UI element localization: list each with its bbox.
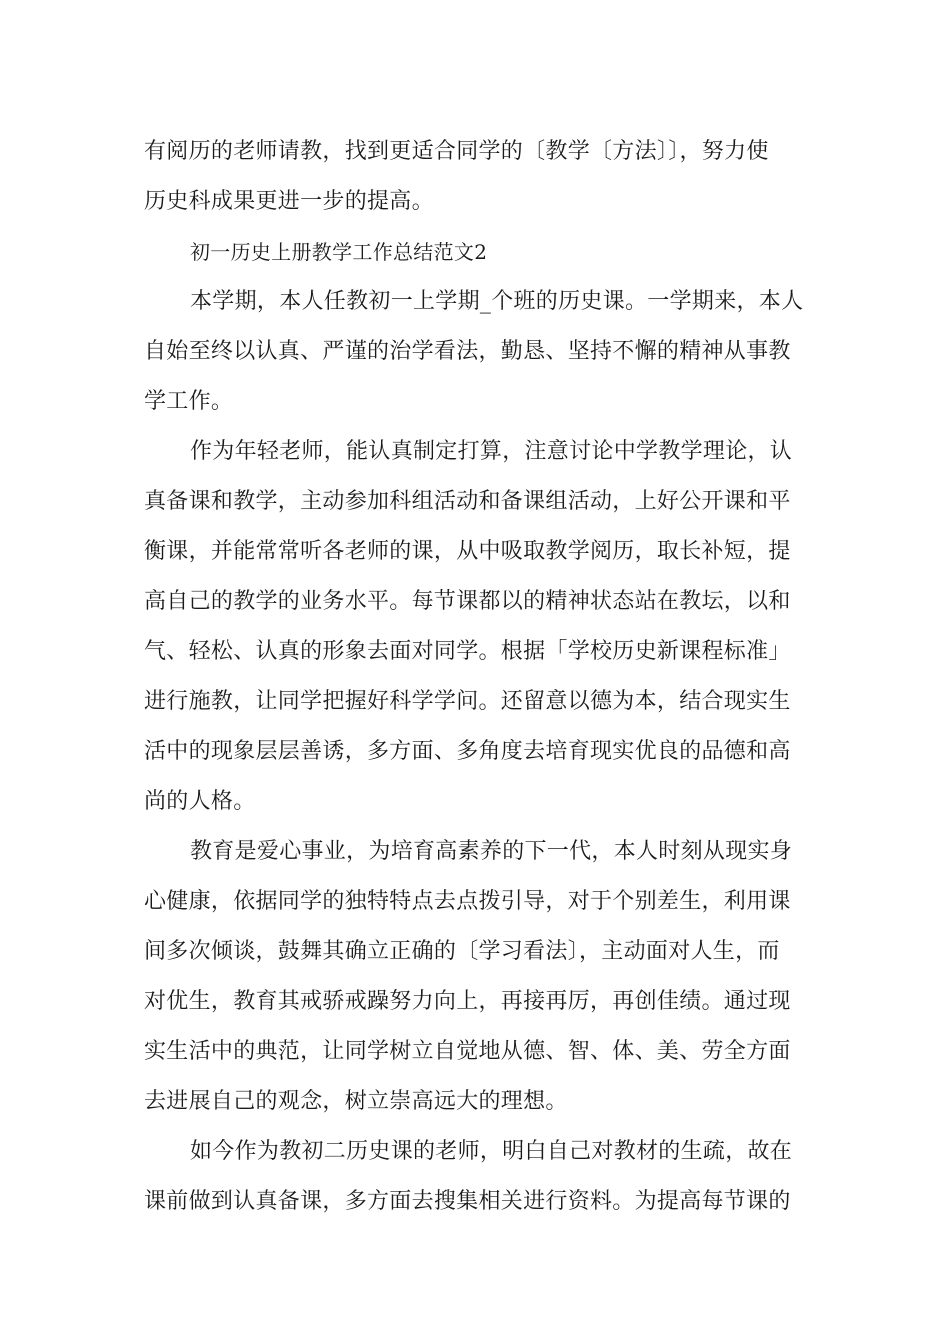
text-line: 教育是爱心事业，为培育高素养的下一代，本人时刻从现实身: [190, 839, 793, 864]
text-line: 课前做到认真备课，多方面去搜集相关进行资料。为提高每节课的: [144, 1189, 791, 1214]
text-line: 心健康，依据同学的独特特点去点拨引导，对于个别差生，利用课: [144, 889, 791, 914]
text-line: 尚的人格。: [144, 789, 256, 814]
text-line: 去进展自己的观念，树立崇高远大的理想。: [144, 1089, 568, 1114]
text-line: 间多次倾谈，鼓舞其确立正确的〔学习看法〕，主动面对人生，而: [144, 939, 780, 964]
text-line: 气、轻松、认真的形象去面对同学。根据「学校历史新课程标准」: [144, 639, 791, 664]
text-line: 真备课和教学，主动参加科组活动和备课组活动，上好公开课和平: [144, 489, 791, 514]
text-line: 对优生，教育其戒骄戒躁努力向上，再接再厉，再创佳绩。通过现: [144, 989, 791, 1014]
text-line: 实生活中的典范，让同学树立自觉地从德、智、体、美、劳全方面: [144, 1039, 791, 1064]
text-line: 衡课，并能常常听各老师的课，从中吸取教学阅历，取长补短，提: [144, 539, 791, 564]
text-line: 作为年轻老师，能认真制定打算，注意讨论中学教学理论，认: [190, 439, 793, 464]
section-heading: 初一历史上册教学工作总结范文2: [190, 240, 488, 264]
text-line: 学工作。: [144, 389, 234, 414]
text-line: 有阅历的老师请教，找到更适合同学的〔教学〔方法〕〕，努力使: [144, 139, 769, 164]
text-line: 如今作为教初二历史课的老师，明白自己对教材的生疏，故在: [190, 1139, 793, 1164]
text-line: 高自己的教学的业务水平。每节课都以的精神状态站在教坛，以和: [144, 589, 791, 614]
text-line: 进行施教，让同学把握好科学学问。还留意以德为本，结合现实生: [144, 689, 791, 714]
text-line: 本学期，本人任教初一上学期_个班的历史课。一学期来，本人: [190, 289, 804, 314]
text-line: 自始至终以认真、严谨的治学看法，勤恳、坚持不懈的精神从事教: [144, 339, 791, 364]
text-line: 活中的现象层层善诱，多方面、多角度去培育现实优良的品德和高: [144, 739, 791, 764]
text-line: 历史科成果更进一步的提高。: [144, 189, 434, 214]
